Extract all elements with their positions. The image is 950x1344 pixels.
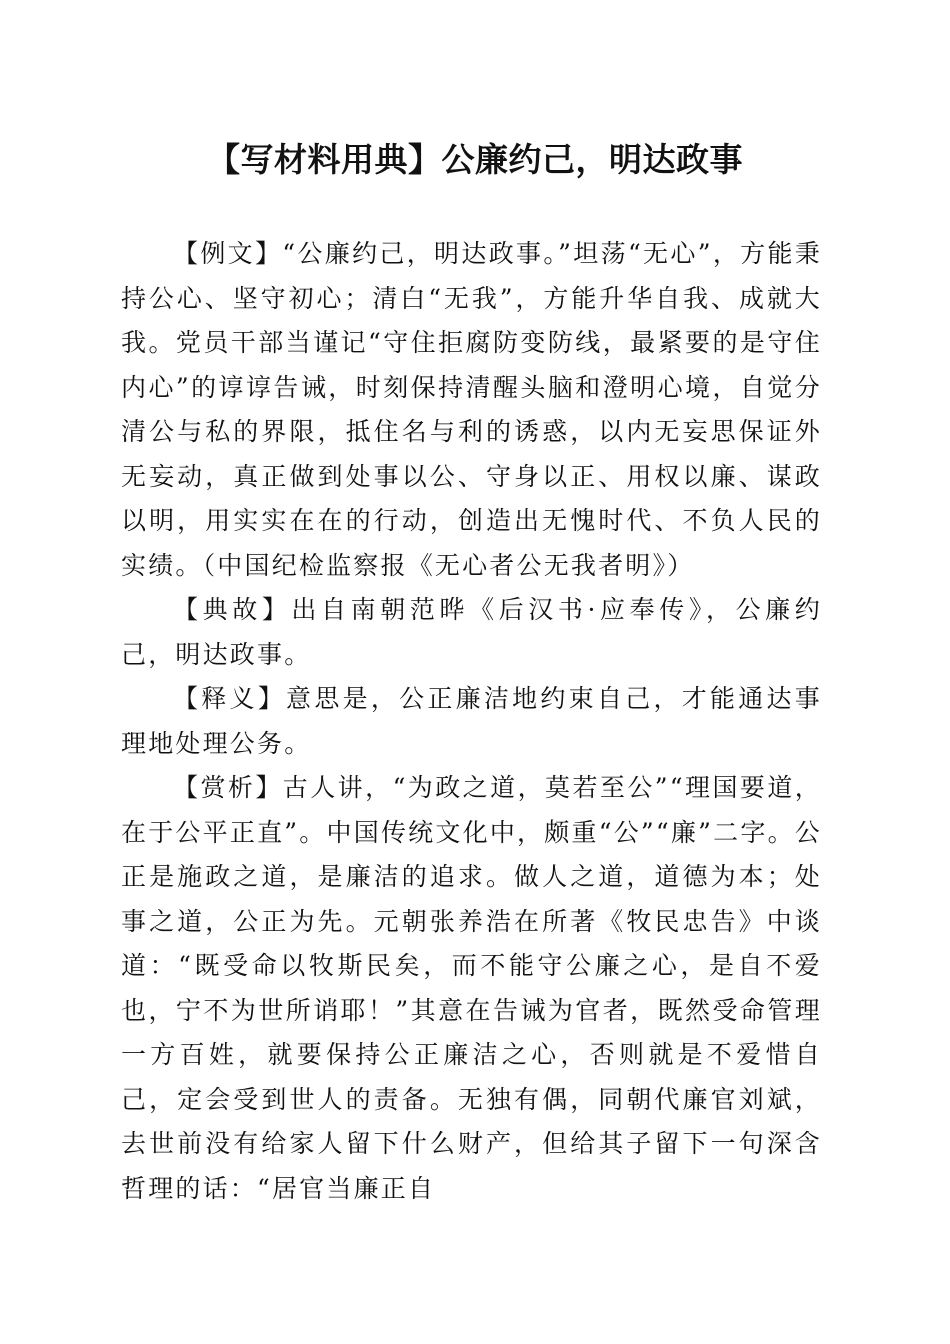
document-title: 【写材料用典】公廉约己，明达政事 xyxy=(207,140,743,179)
paragraph-interpretation: 【释义】意思是，公正廉洁地约束自己，才能通达事理地处理公务。 xyxy=(121,684,822,758)
paragraph-allusion: 【典故】出自南朝范晔《后汉书·应奉传》，公廉约己，明达政事。 xyxy=(121,595,822,669)
document-body xyxy=(121,232,822,1211)
paragraph-appreciation: 【赏析】古人讲，“为政之道，莫若至公”“理国要道，在于公平正直”。中国传统文化中，颇重“公”“廉”二字。公正是施政之道，是廉洁的追求。做人之道，道德为本；处事之道，公正为先。元朝张养浩在所著《牧民忠告》中谈道：“既受命以牧斯民矣，而不能守公廉之心，是自不爱也，宁不为世所诮耶！”其意在告诫为官者，既然受命管理一方百姓，就要保持公正廉洁之心，否则就是不爱惜自己，定会受到世人的责备。无独有偶，同朝代廉官刘斌，去世前没有给家人留下什么财产，但给其子留下一句深含哲理的话：“居官当廉正自 xyxy=(121,773,822,1203)
paragraph-example: 【例文】“公廉约己，明达政事。”坦荡“无心”，方能秉持公心、坚守初心；清白“无我”，方能升华自我、成就大我。党员干部当谨记“守住拒腐防变防线，最紧要的是守住内心”的谆谆告诫，时刻保持清醒头脑和澄明心境，自觉分清公与私的界限，抵住名与利的诱惑，以内无妄思保证外无妄动，真正做到处事以公、守身以正、用权以廉、谋政以明，用实实在在的行动，创造出无愧时代、不负人民的实绩。（中国纪检监察报《无心者公无我者明》） xyxy=(121,239,822,580)
